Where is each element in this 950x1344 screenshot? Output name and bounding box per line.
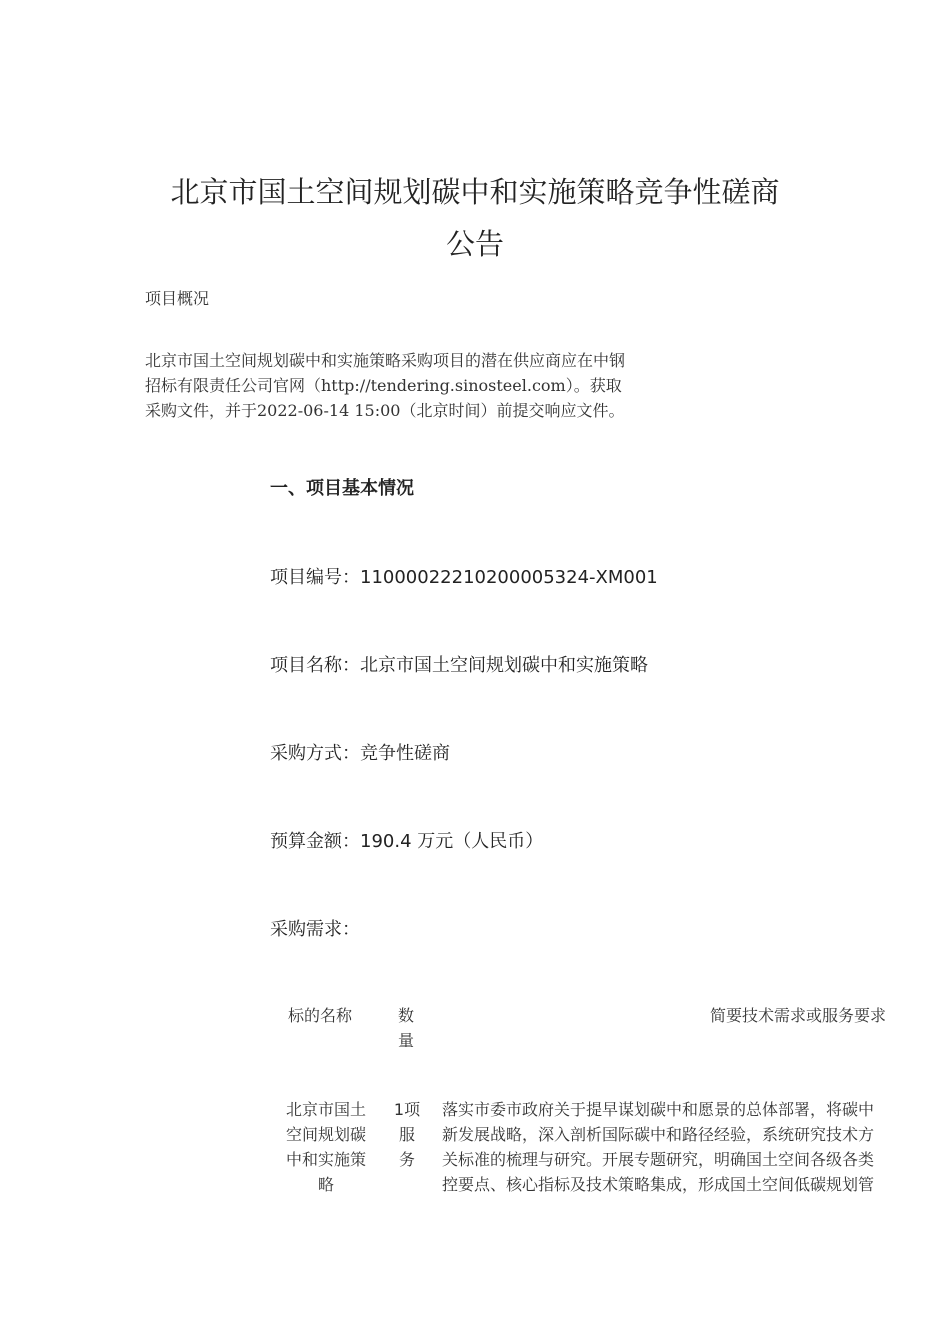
cell-quantity-unit: 项 [404,1100,421,1119]
budget-label: 预算金额： [270,831,360,852]
project-number-field [270,563,658,589]
budget-field [270,827,543,853]
cell-requirements-line: 新发展战略，深入剖析国际碳中和路径经验，系统研究技术方 [442,1125,875,1144]
cell-name-line: 空间规划碳 [285,1125,366,1144]
cell-name-line: 略 [317,1175,334,1194]
cell-requirements-line: 关标准的梳理与研究。开展专题研究，明确国土空间各级各类 [442,1150,875,1169]
table-header-quantity [398,1003,420,1053]
cell-requirements-line: 控要点、核心指标及技术策略集成，形成国土空间低碳规划管 [442,1175,875,1194]
cell-quantity-line: 服 [398,1125,415,1144]
table-header-quantity-line-1: 数 [398,1006,415,1025]
cell-quantity-number: 1 [393,1100,405,1119]
procurement-method-field [270,739,450,765]
table-cell-quantity [390,1097,424,1172]
cell-quantity-line [390,1097,424,1122]
table-header-requirements: 简要技术需求或服务要求 [710,1006,887,1025]
project-name-label: 项目名称： [270,655,360,676]
title-line-2: 公告 [445,227,504,261]
procurement-method-label: 采购方式： [270,743,360,764]
cell-requirements-line: 落实市委市政府关于提早谋划碳中和愿景的总体部署，将碳中 [442,1100,875,1119]
overview-label: 项目概况 [145,289,210,308]
intro-line-3: 采购文件，并于2022-06-14 15:00（北京时间）前提交响应文件。 [145,401,625,420]
cell-quantity-line: 务 [398,1150,415,1169]
requirements-label: 采购需求： [270,919,360,940]
table-cell-name [276,1097,376,1197]
page-title [120,166,830,270]
budget-value: 190.4 万元（人民币） [360,831,544,852]
project-name-field [270,651,648,677]
project-number-label: 项目编号： [270,567,360,588]
project-name-value: 北京市国土空间规划碳中和实施策略 [360,655,648,676]
table-header-quantity-line-2: 量 [398,1031,415,1050]
table-cell-requirements [442,1097,950,1197]
intro-line-1: 北京市国土空间规划碳中和实施策略采购项目的潜在供应商应在中钢 [145,351,626,370]
title-line-1: 北京市国土空间规划碳中和实施策略竞争性磋商 [170,175,780,209]
cell-name-line: 中和实施策 [285,1150,366,1169]
section-heading-basic-info: 一、项目基本情况 [270,478,414,499]
intro-paragraph [145,348,735,423]
cell-name-line: 北京市国土 [285,1100,366,1119]
procurement-method-value: 竞争性磋商 [360,743,450,764]
project-number-value: 11000022210200005324-XM001 [360,567,658,588]
table-header-name: 标的名称 [288,1006,353,1025]
intro-line-2: 招标有限责任公司官网（http://tendering.sinosteel.com）。获取 [145,376,622,395]
